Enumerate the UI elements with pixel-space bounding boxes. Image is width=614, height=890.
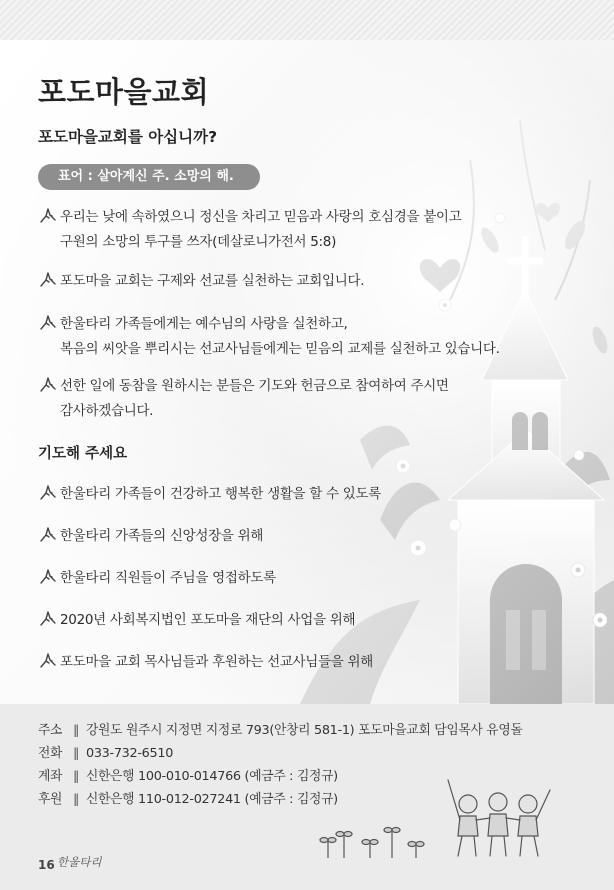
praying-hands-icon	[38, 525, 60, 550]
prayer-text: 한울타리 직원들이 주님을 영접하도록	[60, 570, 276, 586]
info-separator: ‖	[72, 769, 80, 784]
sprouts-illustration	[318, 822, 428, 862]
info-value: 강원도 원주시 지정면 지정로 793(안창리 581-1) 포도마을교회 담임목사 유영돌	[86, 723, 523, 738]
magazine-logo: 한울타리	[57, 855, 102, 869]
about-item	[38, 206, 461, 253]
children-illustration	[440, 766, 560, 862]
praying-hands-icon	[38, 483, 60, 508]
info-value: 신한은행 110-012-027241 (예금주 : 김정규)	[86, 792, 338, 807]
prayer-heading: 기도해 주세요	[38, 446, 128, 462]
about-text-line2: 구원의 소망의 투구를 쓰자(데살로니가전서 5:8)	[60, 234, 337, 250]
page-number: 16	[38, 858, 55, 872]
praying-hands-icon	[38, 567, 60, 592]
about-item	[38, 375, 449, 422]
info-account	[38, 765, 338, 784]
info-label: 전화	[38, 746, 63, 761]
prayer-item	[38, 483, 381, 508]
prayer-text: 2020년 사회복지법인 포도마을 재단의 사업을 위해	[60, 612, 356, 628]
praying-hands-icon	[38, 375, 60, 400]
praying-hands-icon	[38, 313, 60, 338]
info-address	[38, 719, 522, 738]
about-text-line2: 감사하겠습니다.	[60, 403, 154, 419]
prayer-item	[38, 567, 276, 592]
about-text-line2: 복음의 씨앗을 뿌리시는 선교사님들에게는 믿음의 교제를 실천하고 있습니다.	[60, 341, 500, 357]
prayer-item	[38, 609, 355, 634]
prayer-text: 포도마을 교회 목사님들과 후원하는 선교사님들을 위해	[60, 654, 373, 670]
prayer-item	[38, 651, 373, 676]
info-value: 033-732-6510	[86, 746, 174, 761]
info-label: 주소	[38, 723, 63, 738]
info-separator: ‖	[72, 746, 80, 761]
motto-badge: 표어 : 살아계신 주. 소망의 해.	[38, 164, 260, 190]
praying-hands-icon	[38, 270, 60, 295]
about-text-line1: 우리는 낮에 속하였으니 정신을 차리고 믿음과 사랑의 호심경을 붙이고	[60, 209, 462, 225]
about-text-line1: 선한 일에 동참을 원하시는 분들은 기도와 헌금으로 참여하여 주시면	[60, 378, 449, 394]
prayer-text: 한울타리 가족들의 신앙성장을 위해	[60, 528, 264, 544]
about-text-line1: 한울타리 가족들에게는 예수님의 사랑을 실천하고,	[60, 316, 348, 332]
info-support	[38, 788, 338, 807]
prayer-item	[38, 525, 263, 550]
info-label: 후원	[38, 792, 63, 807]
info-separator: ‖	[72, 792, 80, 807]
page-subtitle: 포도마을교회를 아십니까?	[38, 128, 218, 146]
about-text-line1: 포도마을 교회는 구제와 선교를 실천하는 교회입니다.	[60, 273, 365, 289]
page-title: 포도마을교회	[38, 75, 210, 109]
info-value: 신한은행 100-010-014766 (예금주 : 김정규)	[86, 769, 338, 784]
info-label: 계좌	[38, 769, 63, 784]
praying-hands-icon	[38, 609, 60, 634]
praying-hands-icon	[38, 651, 60, 676]
prayer-text: 한울타리 가족들이 건강하고 행복한 생활을 할 수 있도록	[60, 486, 381, 502]
info-phone	[38, 742, 173, 761]
info-separator: ‖	[72, 723, 80, 738]
about-item	[38, 270, 364, 295]
praying-hands-icon	[38, 206, 60, 231]
about-item	[38, 313, 500, 360]
